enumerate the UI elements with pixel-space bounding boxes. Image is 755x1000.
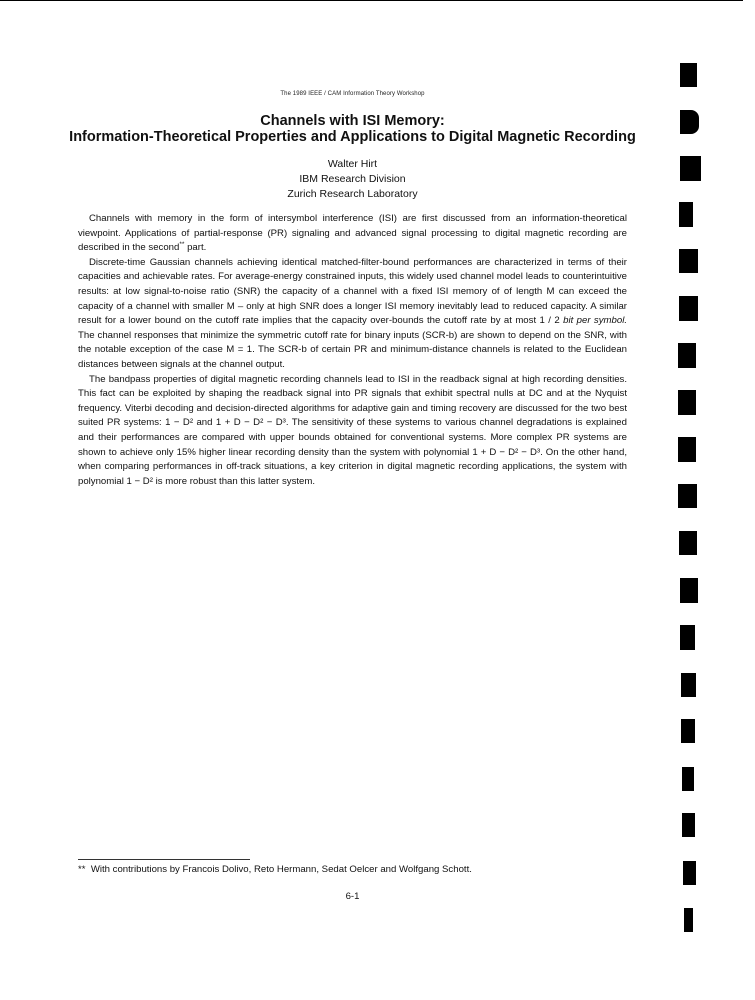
binding-mark [681, 719, 695, 743]
binding-mark [680, 578, 698, 603]
abstract-paragraph-1 [78, 212, 627, 256]
binding-mark [679, 202, 693, 227]
binding-mark [678, 437, 696, 462]
footnote [78, 863, 472, 876]
binding-mark [678, 390, 696, 415]
binding-mark [678, 484, 697, 508]
conference-header: The 1989 IEEE / CAM Information Theory Workshop [280, 91, 425, 97]
binding-mark [682, 813, 695, 837]
abstract-paragraph-2 [78, 256, 627, 373]
binding-mark [683, 861, 696, 885]
author-block [0, 157, 705, 202]
binding-mark [679, 531, 697, 555]
p3-text: The bandpass properties of digital magnetic recording channels lead to ISI in the readback signal at high recording densities. This fact can be exploited by shaping the readback signal into PR signals that exhibit spectral nulls at DC and at the Nyquist frequency. Viterbi decoding and decision-directed algorithms for adaptive gain and timing recovery are discussed for the two best suited PR systems: [78, 373, 627, 429]
polynomial-1: 1 − D² and 1 + D − D² − D³ [165, 417, 286, 429]
binding-mark [679, 249, 698, 273]
footnote-marker: ** [179, 241, 185, 248]
binding-mark [682, 767, 694, 791]
footnote-text: With contributions by Francois Dolivo, Reto Hermann, Sedat Oelcer and Wolfgang Schott. [90, 864, 472, 875]
title-line-2: Information-Theoretical Properties and Applications to Digital Magnetic Recording [69, 129, 636, 145]
p3-text-d: is more robust than this latter system. [152, 475, 316, 487]
binding-mark [680, 63, 697, 87]
p3-text-c: . On the other hand, when comparing performances in off-track situations, a key criterion in digital magnetic recording applications, the system with polynomial [78, 446, 628, 487]
page-number: 6-1 [345, 891, 360, 902]
polynomial-2: 1 + D − D² − D³ [472, 446, 541, 458]
title-line-1: Channels with ISI Memory: [260, 113, 445, 129]
author-affiliation-2: Zurich Research Laboratory [287, 188, 418, 200]
abstract [78, 212, 627, 489]
binding-mark [680, 110, 699, 134]
author-name: Walter Hirt [327, 158, 378, 170]
binding-mark [678, 343, 696, 368]
paper-title [0, 113, 705, 145]
author-affiliation-1: IBM Research Division [299, 173, 406, 185]
p1-text-end: part. [184, 242, 207, 254]
binding-mark [680, 156, 701, 181]
p2-italic: bit per symbol. [563, 315, 627, 327]
polynomial-3: 1 − D² [126, 475, 153, 487]
p2-text-end: The channel responses that minimize the symmetric cutoff rate for binary inputs (SCR-b) are shown to depend on the SNR, with the notable exception of the case M = 1. The SCR-b of certain PR and minimum-distance channels is related to the Euclidean distances between signals at the channel output. [78, 329, 627, 370]
binding-mark [679, 296, 698, 321]
binding-mark [680, 625, 695, 650]
scan-edge-line [0, 0, 743, 1]
abstract-paragraph-3 [78, 373, 627, 490]
p3-text-b: . The sensitivity of these systems to various channel degradations is explained and their performances are compared with upper bounds obtained for conventional systems. More complex PR systems are shown to achieve only 15% higher linear recording density than the system with polynomial [78, 417, 627, 458]
p2-text: Discrete-time Gaussian channels achieving identical matched-filter-bound performances are characterized in terms of their capacities and achievable rates. For average-energy constrained inputs, this widely used channel model leads to counterintuitive results: at low signal-to-noise ratio (SNR) the capacity of a channel with a fixed ISI memory of of length M can exceed the capacity of a channel with smaller M – only at high SNR does a longer ISI memory inevitably lead to reduced capacity. A similar result for a lower bound on the cutoff rate implies that the capacity over-bounds the cutoff rate by at most 1 / 2 [78, 256, 627, 327]
footnote-divider [78, 859, 250, 860]
footnote-marker: ** [78, 864, 86, 875]
binding-mark [684, 908, 693, 932]
p1-text: Channels with memory in the form of intersymbol interference (ISI) are first discussed from an information-theoretical viewpoint. Applications of partial-response (PR) signaling and advanced signal processing to digital magnetic recording are described in the second [78, 213, 627, 254]
binding-mark [681, 673, 696, 697]
